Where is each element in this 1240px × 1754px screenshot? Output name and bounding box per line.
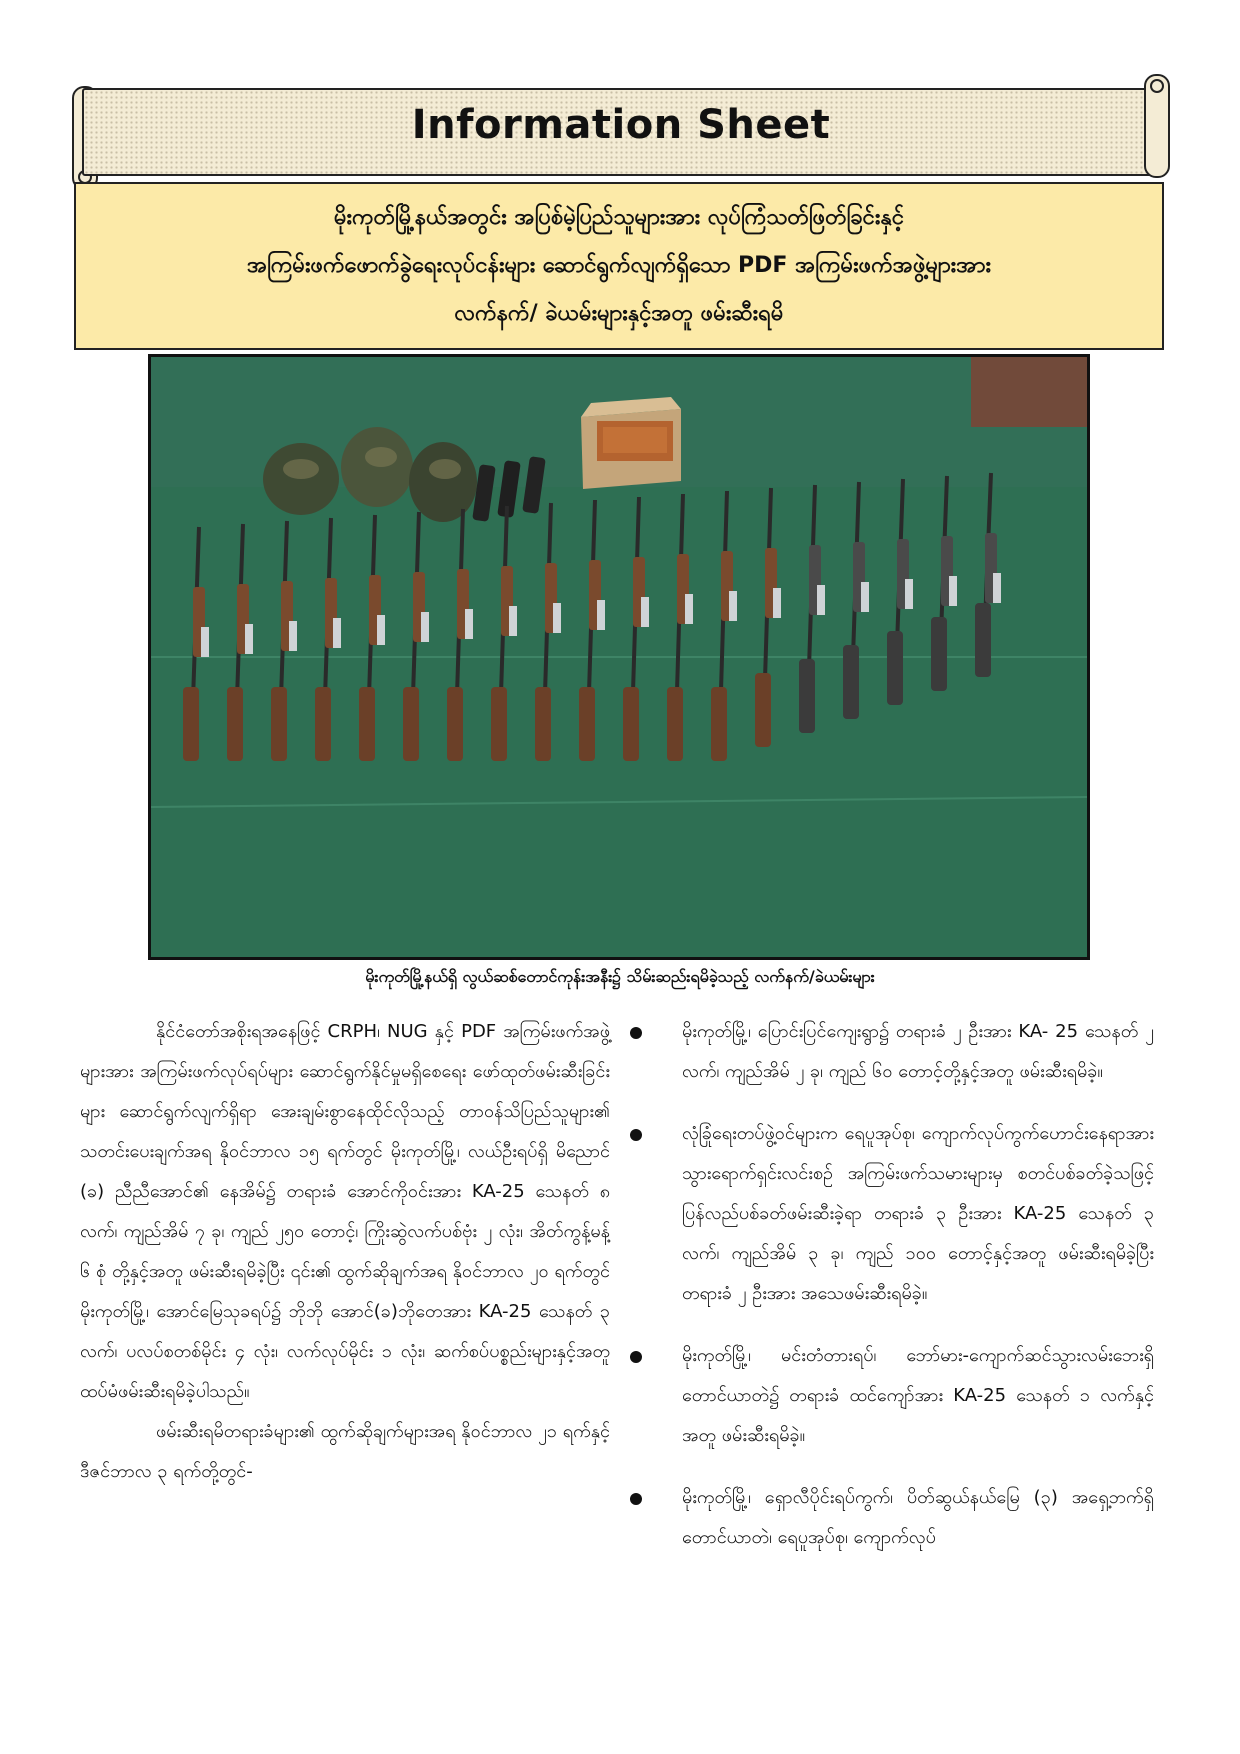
photo-caption: မိုးကုတ်မြို့နယ်ရှိ လွယ်ဆစ်တောင်ကုန်းအနီး၌ သိမ်းဆည်းရမိခဲ့သည့် လက်နက်/ခဲယမ်းများ	[365, 967, 875, 986]
left-column	[80, 1012, 610, 1492]
list-item-text: လုံခြုံရေးတပ်ဖွဲ့ဝင်များက ရေပူအုပ်စု၊ ကျောက်လုပ်ကွက်ဟောင်းနေရာအား သွားရောက်ရှင်းလင်းစဉ် အကြမ်းဖက်သမားများမှ စတင်ပစ်ခတ်ခဲ့သဖြင့် ပြန်လည်ပစ်ခတ်ဖမ်းဆီးခဲ့ရာ တရားခံ ၃ ဦးအား KA-25 သေနတ် ၃ လက်၊ ကျည်အိမ် ၃ ခု၊ ကျည် ၁၀၀ တောင့်နှင့်အတူ ဖမ်းဆီးရမိခဲ့ပြီး တရားခံ ၂ ဦးအား အသေဖမ်းဆီးရမိခဲ့။	[682, 1123, 1154, 1304]
ammo-box	[581, 397, 681, 489]
paragraph: ဖမ်းဆီးရမိတရားခံများ၏ ထွက်ဆိုချက်များအရ နိုဝင်ဘာလ ၂၁ ရက်နှင့် ဒီဇင်ဘာလ ၃ ရက်တို့တွင်-	[80, 1421, 610, 1482]
headline-line-1: မိုးကုတ်မြို့နယ်အတွင်း အပြစ်မဲ့ပြည်သူများအား လုပ်ကြံသတ်ဖြတ်ခြင်းနှင့်	[333, 205, 905, 230]
headline-box	[74, 182, 1164, 350]
list-item-text: မိုးကုတ်မြို့၊ ရှောလီပိုင်းရပ်ကွက်၊ ပိတ်ဆွယ်နယ်မြေ (၃) အရှေ့ဘက်ရှိ တောင်ယာတဲ၊ ရေပူအုပ်စု၊ ကျောက်လုပ်	[682, 1487, 1154, 1548]
page-title: Information Sheet	[411, 102, 831, 148]
headline-line-2: အကြမ်းဖက်ဖောက်ခွဲရေးလုပ်ငန်းများ ဆောင်ရွက်လျက်ရှိသော PDF အကြမ်းဖက်အဖွဲ့များအား	[246, 253, 992, 278]
bullet-icon	[630, 1351, 642, 1363]
bullet-icon	[630, 1493, 642, 1505]
photo-illustration	[151, 357, 1087, 957]
right-column	[630, 1012, 1154, 1580]
list-item	[630, 1478, 1154, 1558]
headline-line-3: လက်နက်/ ခဲယမ်းများနှင့်အတူ ဖမ်းဆီးရမိ	[454, 301, 784, 326]
paragraph: နိုင်ငံတော်အစိုးရအနေဖြင့် CRPH၊ NUG နှင့် PDF အကြမ်းဖက်အဖွဲ့များအား အကြမ်းဖက်လုပ်ရပ်များ ဆောင်ရွက်နိုင်မှုမရှိစေရေး ဖော်ထုတ်ဖမ်းဆီးခြင်းများ ဆောင်ရွက်လျက်ရှိရာ အေးချမ်းစွာနေထိုင်လိုသည့် တာဝန်သိပြည်သူများ၏ သတင်းပေးချက်အရ နိုဝင်ဘာလ ၁၅ ရက်တွင် မိုးကုတ်မြို့၊ လယ်ဦးရပ်ရှိ မိညောင် (ခ) ညီညီအောင်၏ နေအိမ်၌ တရားခံ အောင်ကိုဝင်းအား KA-25 သေနတ် ၈ လက်၊ ကျည်အိမ် ၇ ခု၊ ကျည် ၂၅၀ တောင့်၊ ကြိုးဆွဲလက်ပစ်ဗုံး ၂ လုံး၊ အိတ်ကွန့်မန့် ၆ စုံ တို့နှင့်အတူ ဖမ်းဆီးရမိခဲ့ပြီး ၎င်း၏ ထွက်ဆိုချက်အရ နိုဝင်ဘာလ ၂၀ ရက်တွင် မိုးကုတ်မြို့၊ အောင်မြေသုခရပ်၌ ဘိုဘို အောင်(ခ)ဘိုတေအား KA-25 သေနတ် ၃ လက်၊ ပလပ်စတစ်မိုင်း ၄ လုံး၊ လက်လုပ်မိုင်း ၁ လုံး၊ ဆက်စပ်ပစ္စည်းများနှင့်အတူ ထပ်မံဖမ်းဆီးရမိခဲ့ပါသည်။	[80, 1021, 610, 1402]
list-item-text: မိုးကုတ်မြို့၊ ပြောင်းပြင်ကျေးရွာ၌ တရားခံ ၂ ဦးအား KA- 25 သေနတ် ၂ လက်၊ ကျည်အိမ် ၂ ခု၊ ကျည် ၆၀ တောင့်တို့နှင့်အတူ ဖမ်းဆီးရမိခဲ့။	[682, 1021, 1154, 1082]
seized-weapons-photo	[148, 354, 1090, 960]
magazines	[472, 456, 546, 522]
incident-list	[630, 1012, 1154, 1558]
bullet-icon	[630, 1129, 642, 1141]
red-wall-corner	[971, 357, 1087, 427]
list-item	[630, 1336, 1154, 1456]
list-item	[630, 1114, 1154, 1314]
list-item	[630, 1012, 1154, 1092]
list-item-text: မိုးကုတ်မြို့၊ မင်းတံတားရပ်၊ ဘော်မား-ကျောက်ဆင်သွားလမ်းဘေးရှိ တောင်ယာတဲ၌ တရားခံ ထင်ကျော်အား KA-25 သေနတ် ၁ လက်နှင့်အတူ ဖမ်းဆီးရမိခဲ့။	[682, 1345, 1154, 1446]
bullet-icon	[630, 1027, 642, 1039]
title-banner	[72, 74, 1170, 180]
